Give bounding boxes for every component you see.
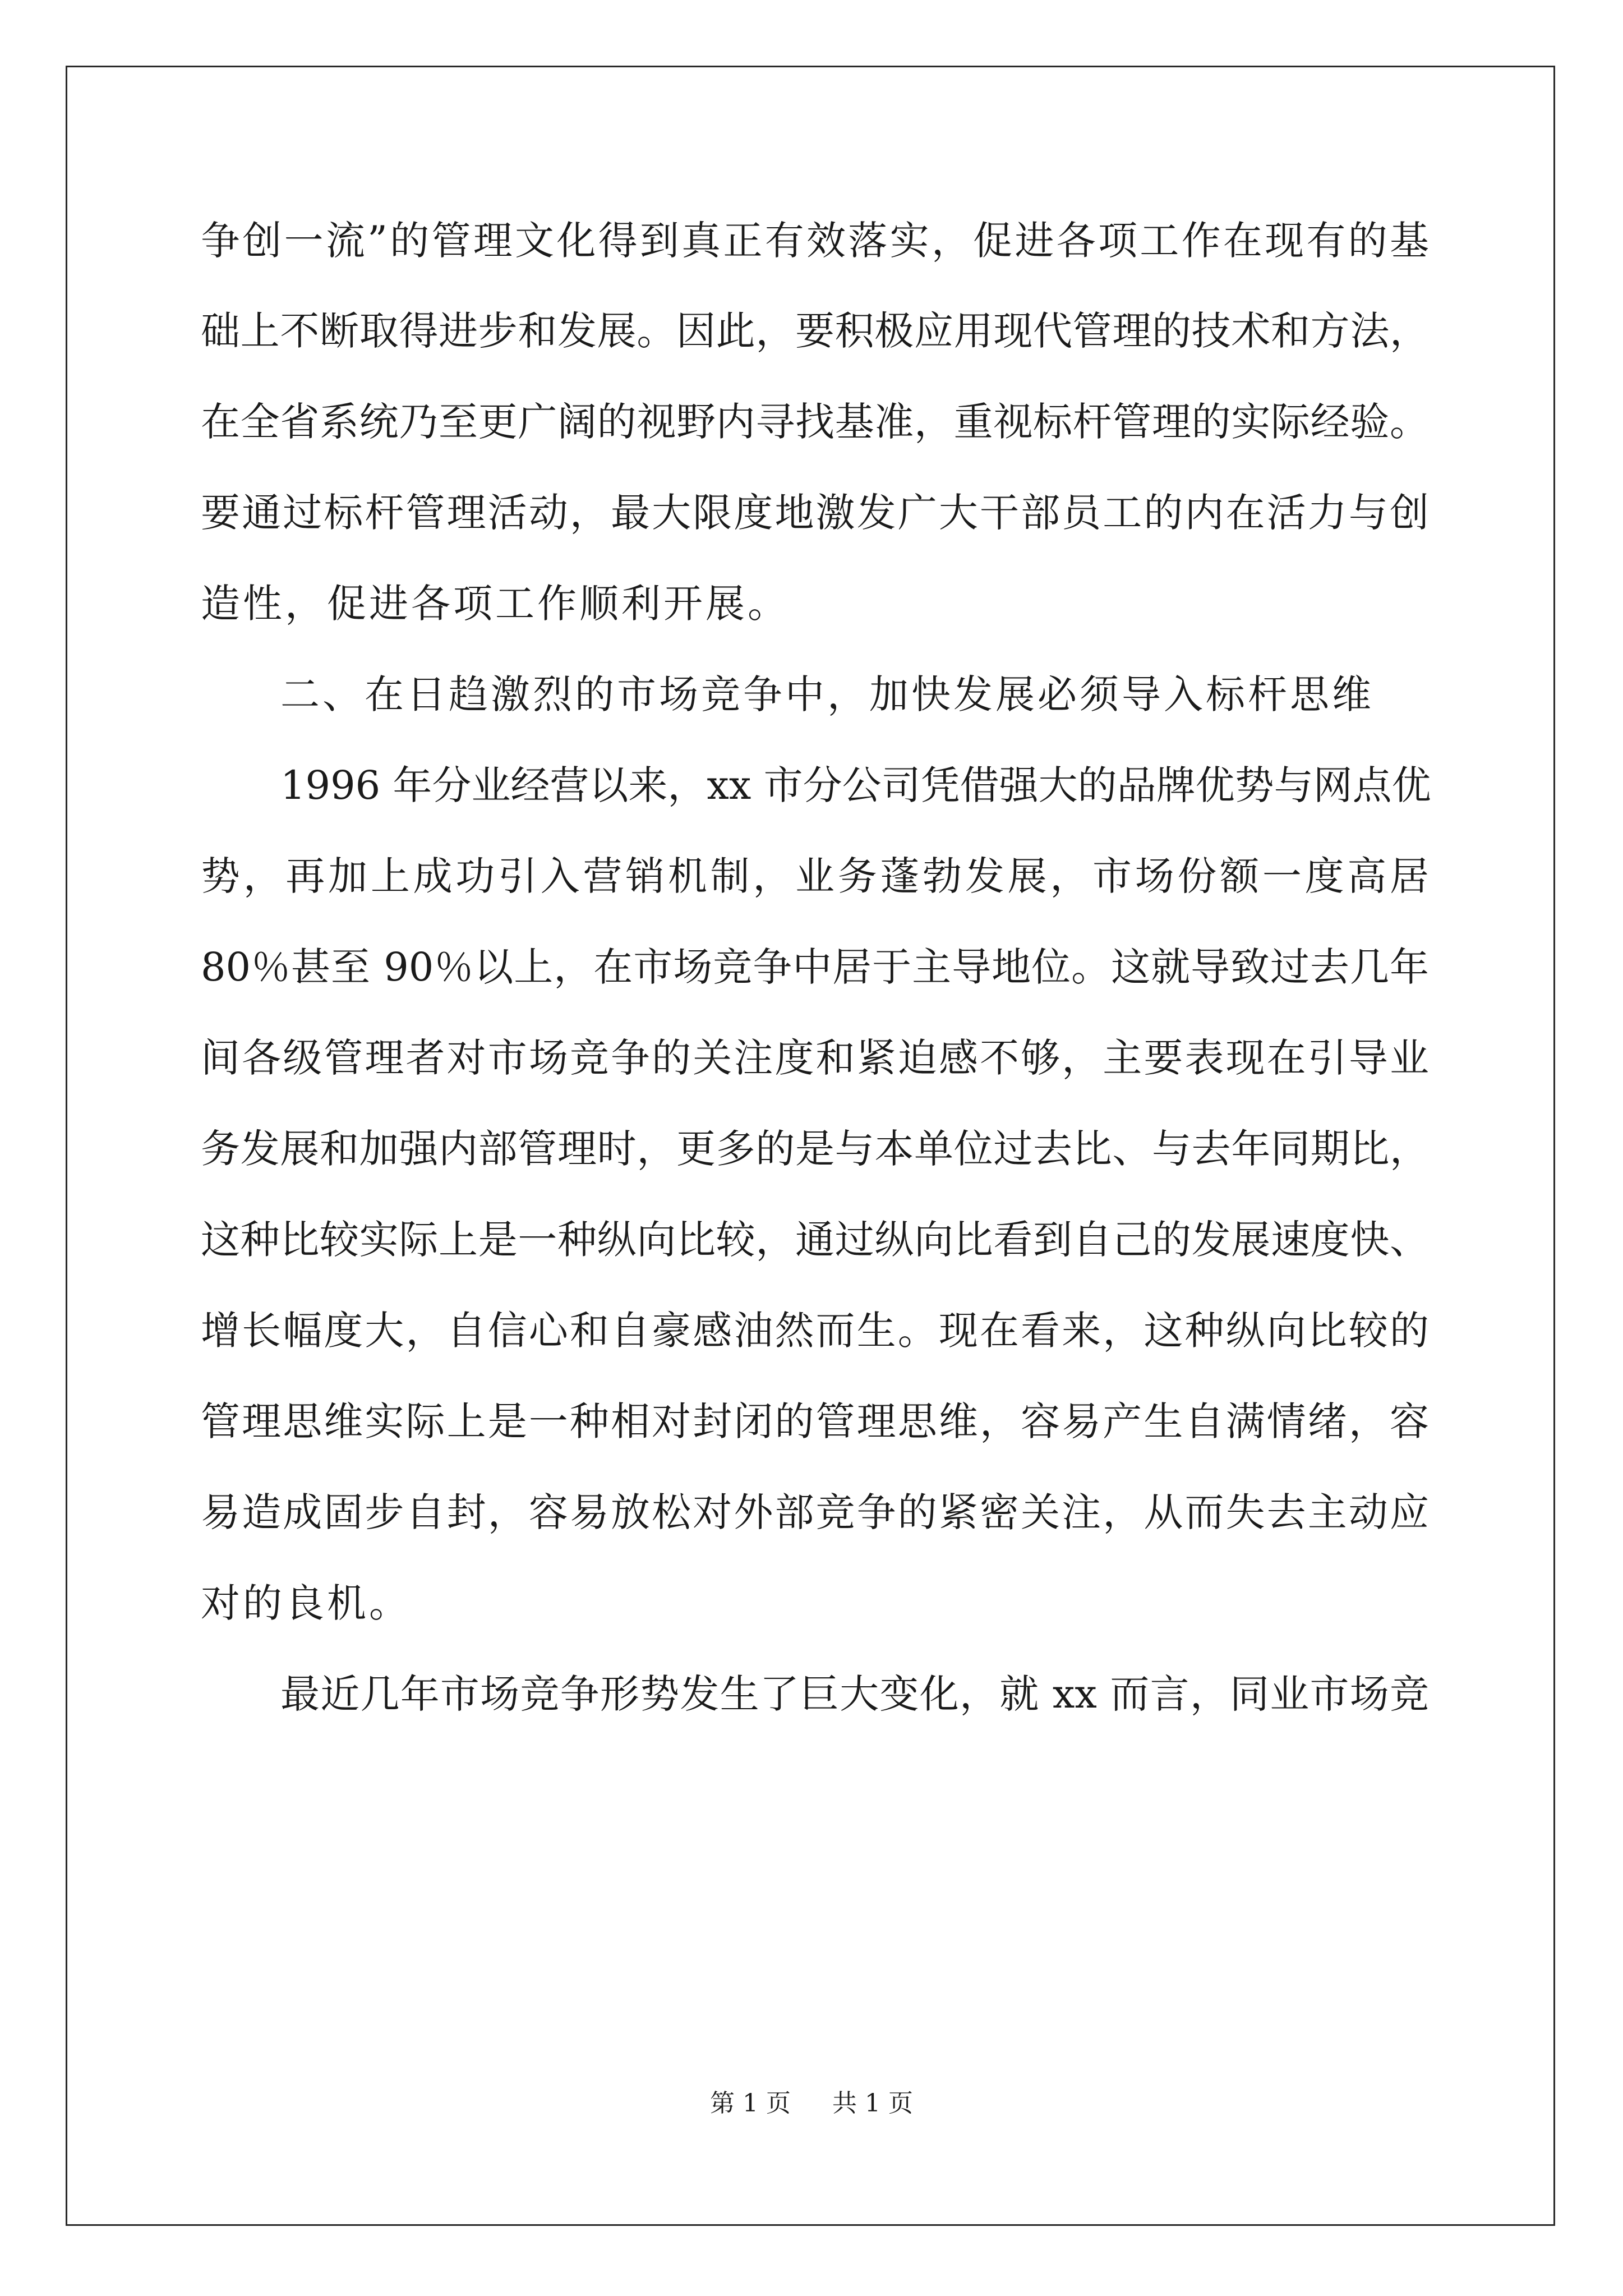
text-line: 最近几年市场竞争形势发生了巨大变化，就 xx 而言，同业市场竞 <box>280 1671 1429 1717</box>
text-line: 80％甚至 90％以上，在市场竞争中居于主导地位。这就导致过去几年 <box>201 944 1429 990</box>
text-line: 在全省系统乃至更广阔的视野内寻找基准，重视标杆管理的实际经验。 <box>201 399 1429 445</box>
text-line: 管理思维实际上是一种相对封闭的管理思维，容易产生自满情绪，容 <box>201 1398 1429 1444</box>
text-line: 造性，促进各项工作顺利开展。 <box>201 581 790 627</box>
text-line: 间各级管理者对市场竞争的关注度和紧迫感不够，主要表现在引导业 <box>201 1035 1429 1081</box>
text-line: 对的良机。 <box>201 1580 411 1626</box>
text-line: 增长幅度大，自信心和自豪感油然而生。现在看来，这种纵向比较的 <box>201 1308 1429 1354</box>
text-line: 1996 年分业经营以来，xx 市分公司凭借强大的品牌优势与网点优 <box>280 762 1431 808</box>
page-number: 第 1 页 <box>710 2089 791 2118</box>
text-line: 础上不断取得进步和发展。因此，要积极应用现代管理的技术和方法， <box>201 308 1429 354</box>
text-line: 务发展和加强内部管理时，更多的是与本单位过去比、与去年同期比， <box>201 1126 1429 1172</box>
page-footer <box>0 2087 1623 2120</box>
text-line: 要通过标杆管理活动，最大限度地激发广大干部员工的内在活力与创 <box>201 490 1429 536</box>
text-line: 这种比较实际上是一种纵向比较，通过纵向比看到自己的发展速度快、 <box>201 1217 1429 1263</box>
section-heading: 二、在日趋激烈的市场竞争中，加快发展必须导入标杆思维 <box>280 671 1374 717</box>
text-line: 势，再加上成功引入营销机制，业务蓬勃发展，市场份额一度高居 <box>201 853 1429 899</box>
text-line: 易造成固步自封，容易放松对外部竞争的紧密关注，从而失去主动应 <box>201 1489 1429 1535</box>
page-total: 共 1 页 <box>832 2089 913 2118</box>
text-line: 争创一流”的管理文化得到真正有效落实，促进各项工作在现有的基 <box>201 218 1429 264</box>
